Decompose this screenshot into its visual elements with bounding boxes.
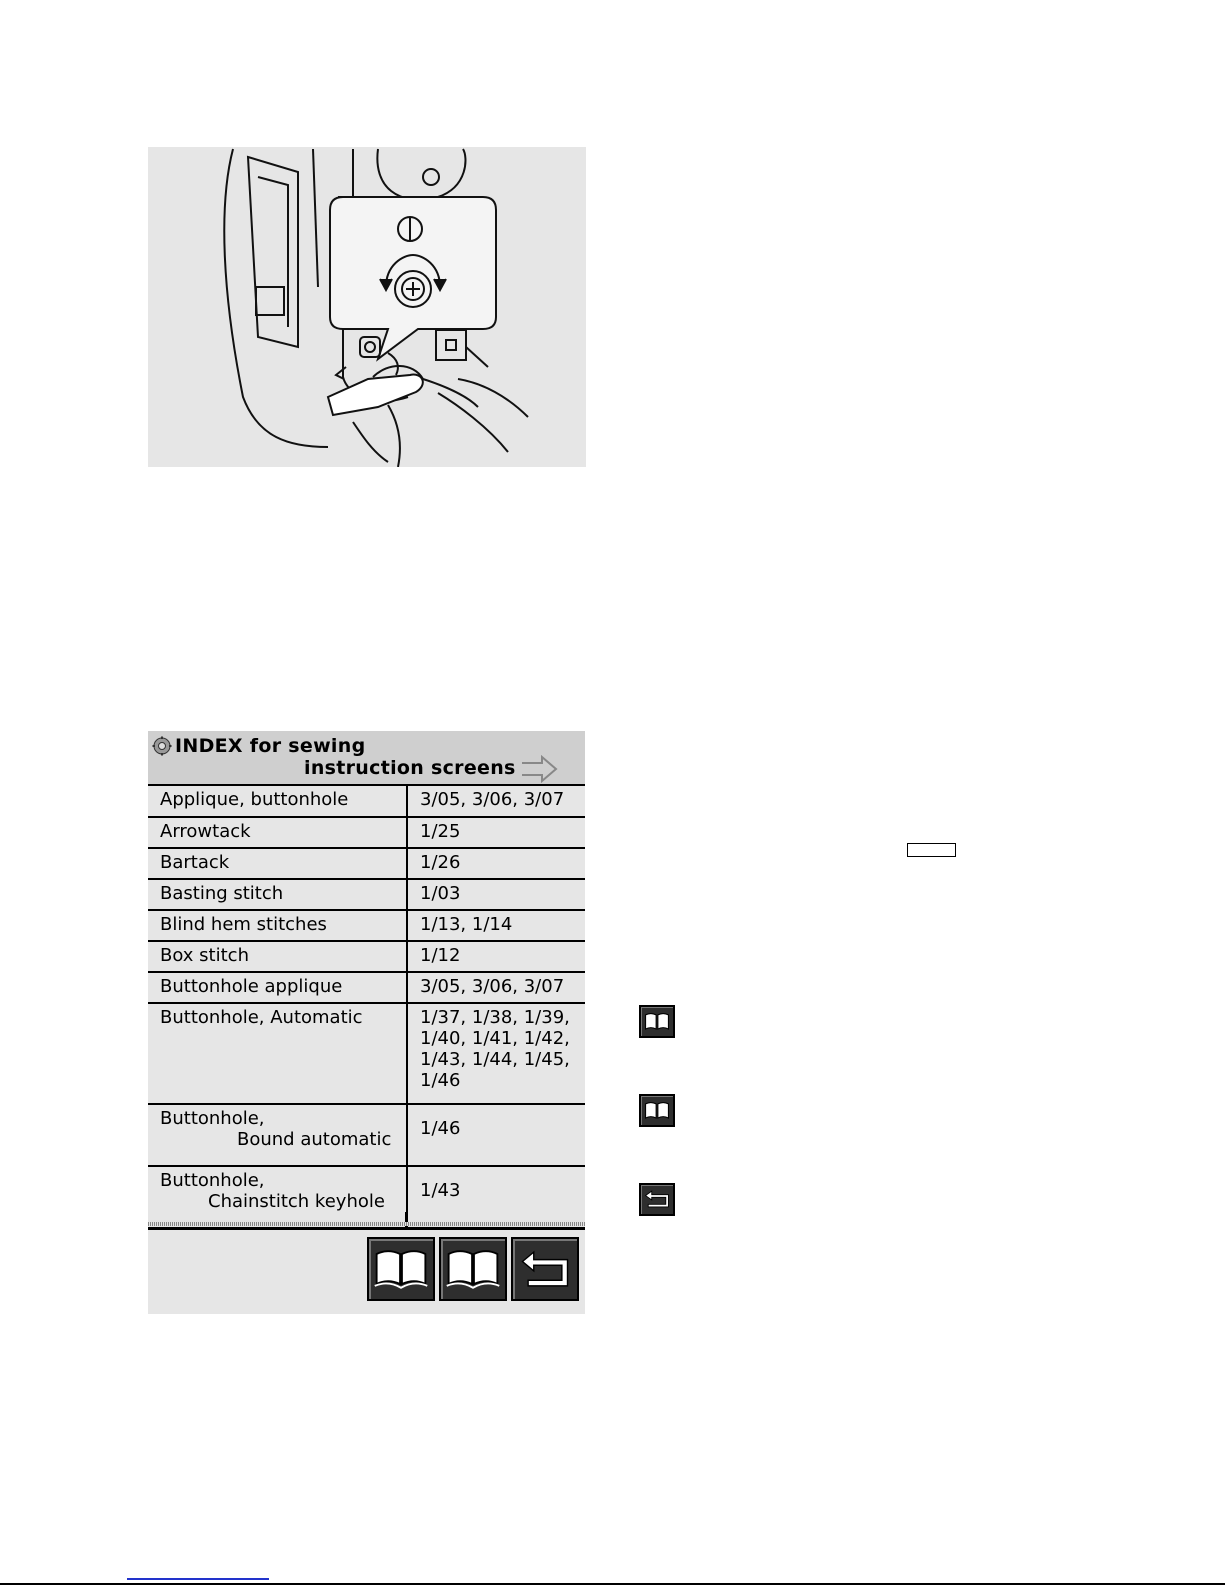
side-book-back-button bbox=[639, 1005, 675, 1038]
table-row[interactable] bbox=[148, 1104, 585, 1166]
row-name: Box stitch bbox=[148, 941, 407, 972]
row-name-line1: Buttonhole, bbox=[160, 1108, 265, 1129]
row-pages: 1/26 bbox=[407, 848, 585, 879]
book-forward-icon bbox=[441, 1239, 505, 1299]
index-header bbox=[148, 731, 585, 786]
row-name: Buttonhole, Automatic bbox=[148, 1003, 407, 1104]
row-name: Buttonhole applique bbox=[148, 972, 407, 1003]
index-screen bbox=[148, 731, 585, 1314]
row-name: Bartack bbox=[148, 848, 407, 879]
arrow-right-icon[interactable] bbox=[520, 755, 558, 783]
table-row[interactable] bbox=[148, 879, 585, 910]
screw-adjustment-drawing bbox=[148, 147, 586, 467]
row-name-line2: Chainstitch keyhole bbox=[208, 1191, 385, 1212]
table-row[interactable] bbox=[148, 1166, 585, 1228]
table-row[interactable] bbox=[148, 786, 585, 817]
row-name bbox=[148, 1166, 407, 1228]
return-icon bbox=[513, 1239, 577, 1299]
table-row[interactable] bbox=[148, 910, 585, 941]
index-footer bbox=[148, 1228, 585, 1314]
row-name: Applique, buttonhole bbox=[148, 786, 407, 817]
table-row[interactable] bbox=[148, 972, 585, 1003]
return-icon bbox=[641, 1185, 673, 1214]
row-pages: 1/25 bbox=[407, 817, 585, 848]
row-name bbox=[148, 1104, 407, 1166]
row-name-line2: Bound automatic bbox=[237, 1129, 392, 1150]
row-pages: 1/43 bbox=[407, 1166, 585, 1228]
book-back-icon bbox=[641, 1007, 673, 1036]
row-pages: 1/13, 1/14 bbox=[407, 910, 585, 941]
book-back-button[interactable] bbox=[367, 1237, 435, 1301]
index-title-line2: instruction screens bbox=[304, 757, 516, 779]
index-title-line1: INDEX for sewing bbox=[175, 735, 366, 757]
side-return-button bbox=[639, 1183, 675, 1216]
row-pages: 1/12 bbox=[407, 941, 585, 972]
table-row[interactable] bbox=[148, 941, 585, 972]
row-name: Basting stitch bbox=[148, 879, 407, 910]
scroll-dotted-separator bbox=[148, 1222, 585, 1226]
row-name-line1: Buttonhole, bbox=[160, 1170, 265, 1191]
row-pages: 1/37, 1/38, 1/39, 1/40, 1/41, 1/42, 1/43, 1/44, 1/45, 1/46 bbox=[407, 1003, 585, 1104]
key-box bbox=[907, 843, 956, 857]
screw-adjustment-illustration bbox=[148, 147, 586, 467]
row-pages: 3/05, 3/06, 3/07 bbox=[407, 972, 585, 1003]
side-book-forward-button bbox=[639, 1094, 675, 1127]
index-table bbox=[148, 786, 585, 1229]
footer-link-underline bbox=[127, 1578, 269, 1580]
book-back-icon bbox=[369, 1239, 433, 1299]
book-forward-icon bbox=[641, 1096, 673, 1125]
book-forward-button[interactable] bbox=[439, 1237, 507, 1301]
row-pages: 1/03 bbox=[407, 879, 585, 910]
table-row[interactable] bbox=[148, 1003, 585, 1104]
row-name: Arrowtack bbox=[148, 817, 407, 848]
gear-icon bbox=[152, 736, 172, 756]
return-button[interactable] bbox=[511, 1237, 579, 1301]
row-pages: 3/05, 3/06, 3/07 bbox=[407, 786, 585, 817]
table-row[interactable] bbox=[148, 848, 585, 879]
row-pages: 1/46 bbox=[407, 1104, 585, 1166]
row-name: Blind hem stitches bbox=[148, 910, 407, 941]
table-row[interactable] bbox=[148, 817, 585, 848]
